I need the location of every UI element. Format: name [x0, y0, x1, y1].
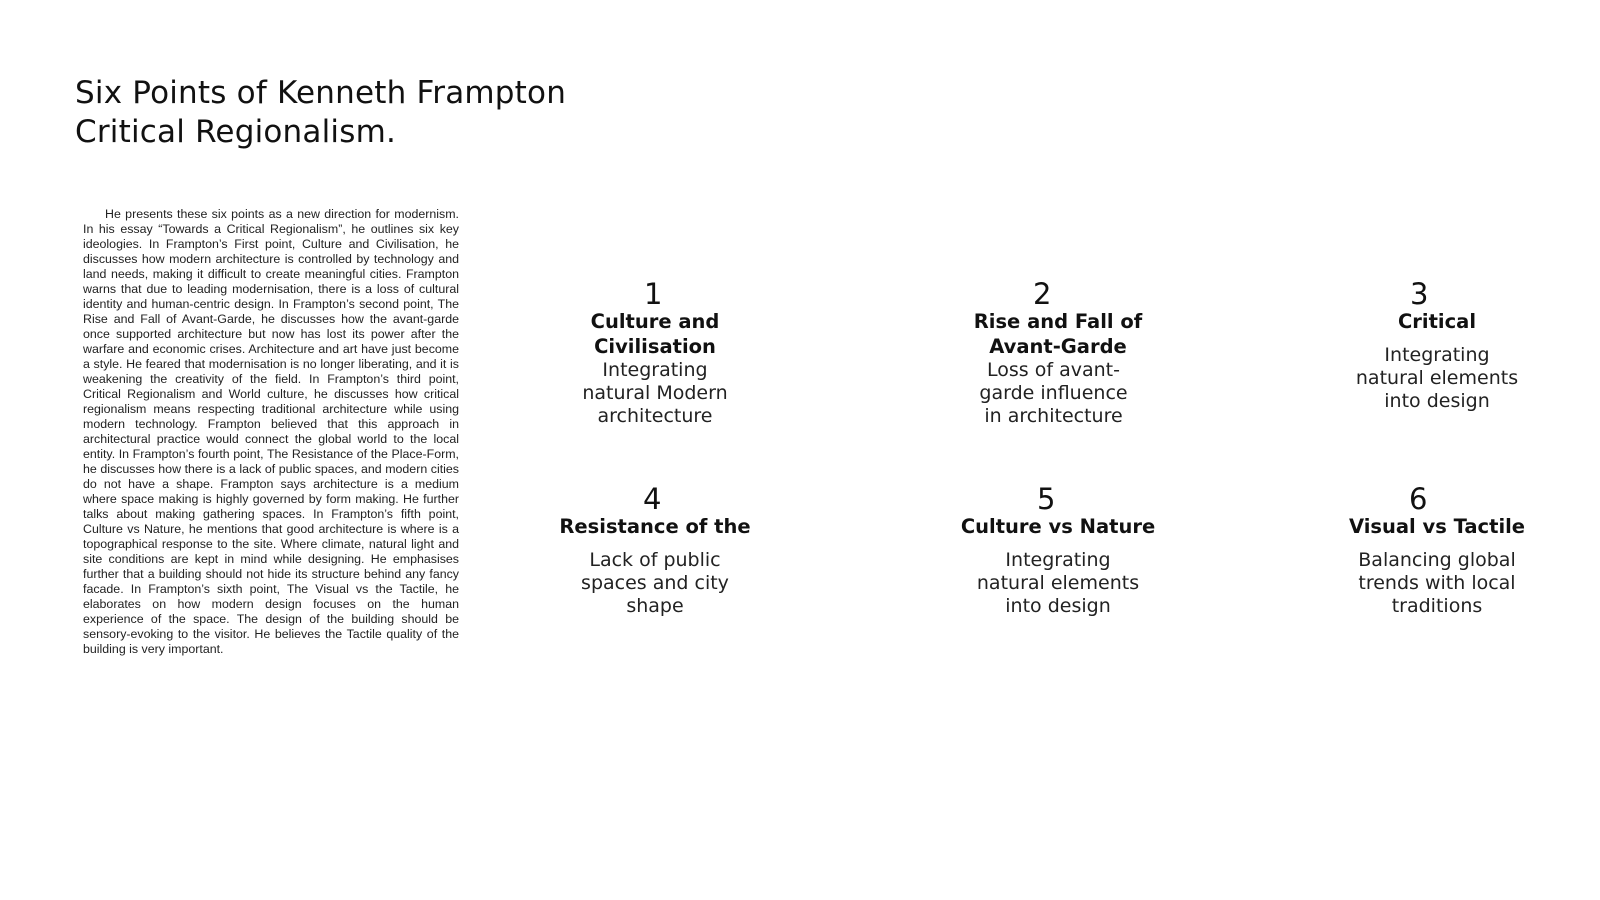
- point-heading: Culture vs Nature: [960, 515, 1156, 538]
- point-heading: [943, 309, 1173, 359]
- point-heading: Visual vs Tactile: [1348, 515, 1526, 538]
- point-description-line: Balancing global: [1358, 549, 1516, 571]
- point-number: 2: [1033, 277, 1052, 311]
- point-description-line: architecture: [597, 405, 713, 427]
- point-card-5: [943, 484, 1173, 618]
- page-title: [75, 74, 695, 152]
- point-description-line: garde influence: [979, 382, 1128, 404]
- point-description: [540, 359, 770, 428]
- point-description: [1322, 344, 1552, 413]
- point-card-4: [540, 484, 770, 618]
- point-description: [540, 549, 770, 618]
- body-paragraph: He presents these six points as a new direction for modernism. In his essay “Towards a Critical Regionalism”, he outlines six key ideologies. In Frampton’s First point, Culture and Civilisation, he discusses how modern architecture is controlled by technology and land needs, making it difficult to create meaningful cities. Frampton warns that due to leading modernisation, there is a loss of cultural identity and human-centric design. In Frampton’s second point, The Rise and Fall of Avant-Garde, he discusses how the avant-garde once supported architecture but now has lost its power after the warfare and economic crises. Architecture and art have just become a style. He feared that modernisation is no longer liberating, and it is weakening the creativity of the field. In Frampton’s third point, Critical Regionalism and World culture, he discusses how critical regionalism means respecting traditional architecture while using modern technology. Frampton believed that this approach in architectural practice would connect the global world to the local entity. In Frampton’s fourth point, The Resistance of the Place-Form, he discusses how there is a lack of public spaces, and modern cities do not have a shape. Frampton says architecture is a medium where space making is highly governed by form making. He further talks about making gathering spaces. In Frampton’s fifth point, Culture vs Nature, he mentions that good architecture is where is a topographical response to the site. Where climate, natural light and site conditions are kept in mind while designing. He emphasises further that a building should not hide its structure behind any fancy facade. In Frampton’s sixth point, The Visual vs the Tactile, he elaborates on how modern design focuses on the human experience of the space. The design of the building should be sensory-evoking to the visitor. He believes the Tactile quality of the building is very important.: [83, 207, 459, 656]
- point-description-line: into design: [1384, 390, 1490, 412]
- point-card-2: [943, 279, 1173, 428]
- point-description-line: into design: [1005, 595, 1111, 617]
- point-heading: Critical: [1397, 310, 1477, 333]
- point-number: 5: [1037, 482, 1056, 516]
- point-description-line: natural elements: [976, 572, 1140, 594]
- point-description-line: spaces and city: [581, 572, 729, 594]
- point-heading-line: Rise and Fall of: [973, 310, 1143, 333]
- point-number: 6: [1409, 482, 1428, 516]
- page-title-line-2: Critical Regionalism.: [75, 114, 397, 150]
- point-description-line: Lack of public: [589, 549, 721, 571]
- point-card-6: [1322, 484, 1552, 618]
- point-heading-line: Culture and: [590, 310, 720, 333]
- point-description-line: in architecture: [984, 405, 1123, 427]
- point-number: 1: [644, 277, 663, 311]
- point-card-1: [540, 279, 770, 428]
- point-description: [943, 549, 1173, 618]
- point-description-line: natural Modern: [582, 382, 728, 404]
- point-description-line: Integrating: [1384, 344, 1490, 366]
- point-description: [971, 359, 1136, 428]
- point-description: [1322, 549, 1552, 618]
- point-description-line: natural elements: [1355, 367, 1519, 389]
- point-heading: [540, 309, 770, 359]
- point-heading-line: Civilisation: [594, 335, 716, 358]
- point-heading: Resistance of the: [559, 515, 751, 538]
- point-number: 3: [1410, 277, 1429, 311]
- point-description-line: Integrating: [602, 359, 708, 381]
- point-description-line: shape: [626, 595, 684, 617]
- point-card-3: [1322, 279, 1552, 413]
- point-description-line: Loss of avant-: [987, 359, 1120, 381]
- point-description-line: trends with local: [1358, 572, 1516, 594]
- point-heading-line: Avant-Garde: [989, 335, 1127, 358]
- page-title-line-1: Six Points of Kenneth Frampton: [75, 75, 567, 111]
- point-description-line: traditions: [1391, 595, 1483, 617]
- point-number: 4: [643, 482, 662, 516]
- point-description-line: Integrating: [1005, 549, 1111, 571]
